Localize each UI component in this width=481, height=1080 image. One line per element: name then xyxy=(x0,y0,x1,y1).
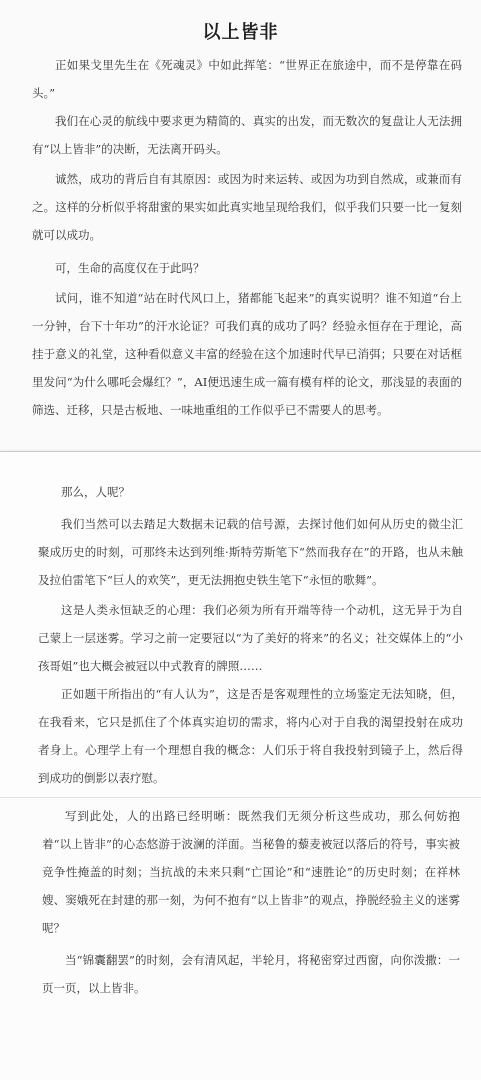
paragraph-7: 我们当然可以去踏足大数据未记载的信号源，去探讨他们如何从历史的微尘汇聚成历史的时刻，可那终未达到列维·斯特劳斯笔下“然而我存在”的开路，也从未触及拉伯雷笔下“巨人的欢笑”，更无法拥抱史铁生笔下“永恒的歌舞”。 xyxy=(38,517,463,587)
paragraph-1: 正如果戈里先生在《死魂灵》中如此挥笔：“世界正在旅途中，而不是停靠在码头。” xyxy=(32,58,462,100)
paragraph-4: 可，生命的高度仅在于此吗？ xyxy=(55,261,205,275)
paragraph-6: 那么，人呢？ xyxy=(61,485,130,499)
paragraph-8: 这是人类永恒缺乏的心理：我们必须为所有开端等待一个动机，这无异于为自己蒙上一层迷雾。学习之前一定要冠以“为了美好的将来”的名义；社交媒体上的“小孩哥姐”也大概会被冠以中式教育的牌照…… xyxy=(38,603,463,673)
paragraph-5: 试问，谁不知道“站在时代风口上，猪都能飞起来”的真实说明？谁不知道“台上一分钟，台下十年功”的汗水论证？可我们真的成功了吗？经验永恒存在于理论，高挂于意义的礼堂，这种看似意义丰富的经验在这个加速时代早已消弭；只要在对话框里发问“为什么哪吒会爆红？”，AI便迅速生成一篇有模有样的论文，那浅显的表面的筛选、迁移，只是古板地、一味地重组的工作似乎已不需要人的思考。 xyxy=(32,291,462,417)
essay-title: 以上皆非 xyxy=(202,22,279,43)
paragraph-2: 我们在心灵的航线中要求更为精简的、真实的出发，而无数次的复盘让人无法拥有“以上皆非”的决断，无法离开码头。 xyxy=(32,114,462,156)
paragraph-11: 当“锦囊翻罢”的时刻，会有清风起，半轮月，将秘密穿过西窗，向你泼撒：一页一页，以上皆非。 xyxy=(42,953,460,995)
paragraph-9: 正如题干所指出的“有人认为”，这是否是客观理性的立场鉴定无法知晓，但，在我看来，它只是抓住了个体真实迫切的需求，将内心对于自我的渴望投射在成功者身上。心理学上有一个理想自我的概念：人们乐于将自我投射到镜子上，然后得到成功的倒影以表疗慰。 xyxy=(38,687,463,785)
page-top xyxy=(0,0,481,452)
paragraph-10: 写到此处，人的出路已经明晰：既然我们无须分析这些成功，那么何妨抱着“以上皆非”的心态悠游于波澜的洋面。当秘鲁的藜麦被冠以落后的符号，事实被竞争性掩盖的时刻；当抗战的未来只剩“亡国论”和“速胜论”的历史时刻；在祥林嫂、窦娥死在封建的那一刻，为何不抱有“以上皆非”的观点，挣脱经验主义的迷雾呢？ xyxy=(42,809,460,935)
page-bottom xyxy=(0,798,481,1080)
paragraph-3: 诚然，成功的背后自有其原因：或因为时来运转、或因为功到自然成，或兼而有之。这样的分析似乎将甜蜜的果实如此真实地呈现给我们，似乎我们只要一比一复刻就可以成功。 xyxy=(32,172,462,242)
page-middle xyxy=(0,452,481,798)
